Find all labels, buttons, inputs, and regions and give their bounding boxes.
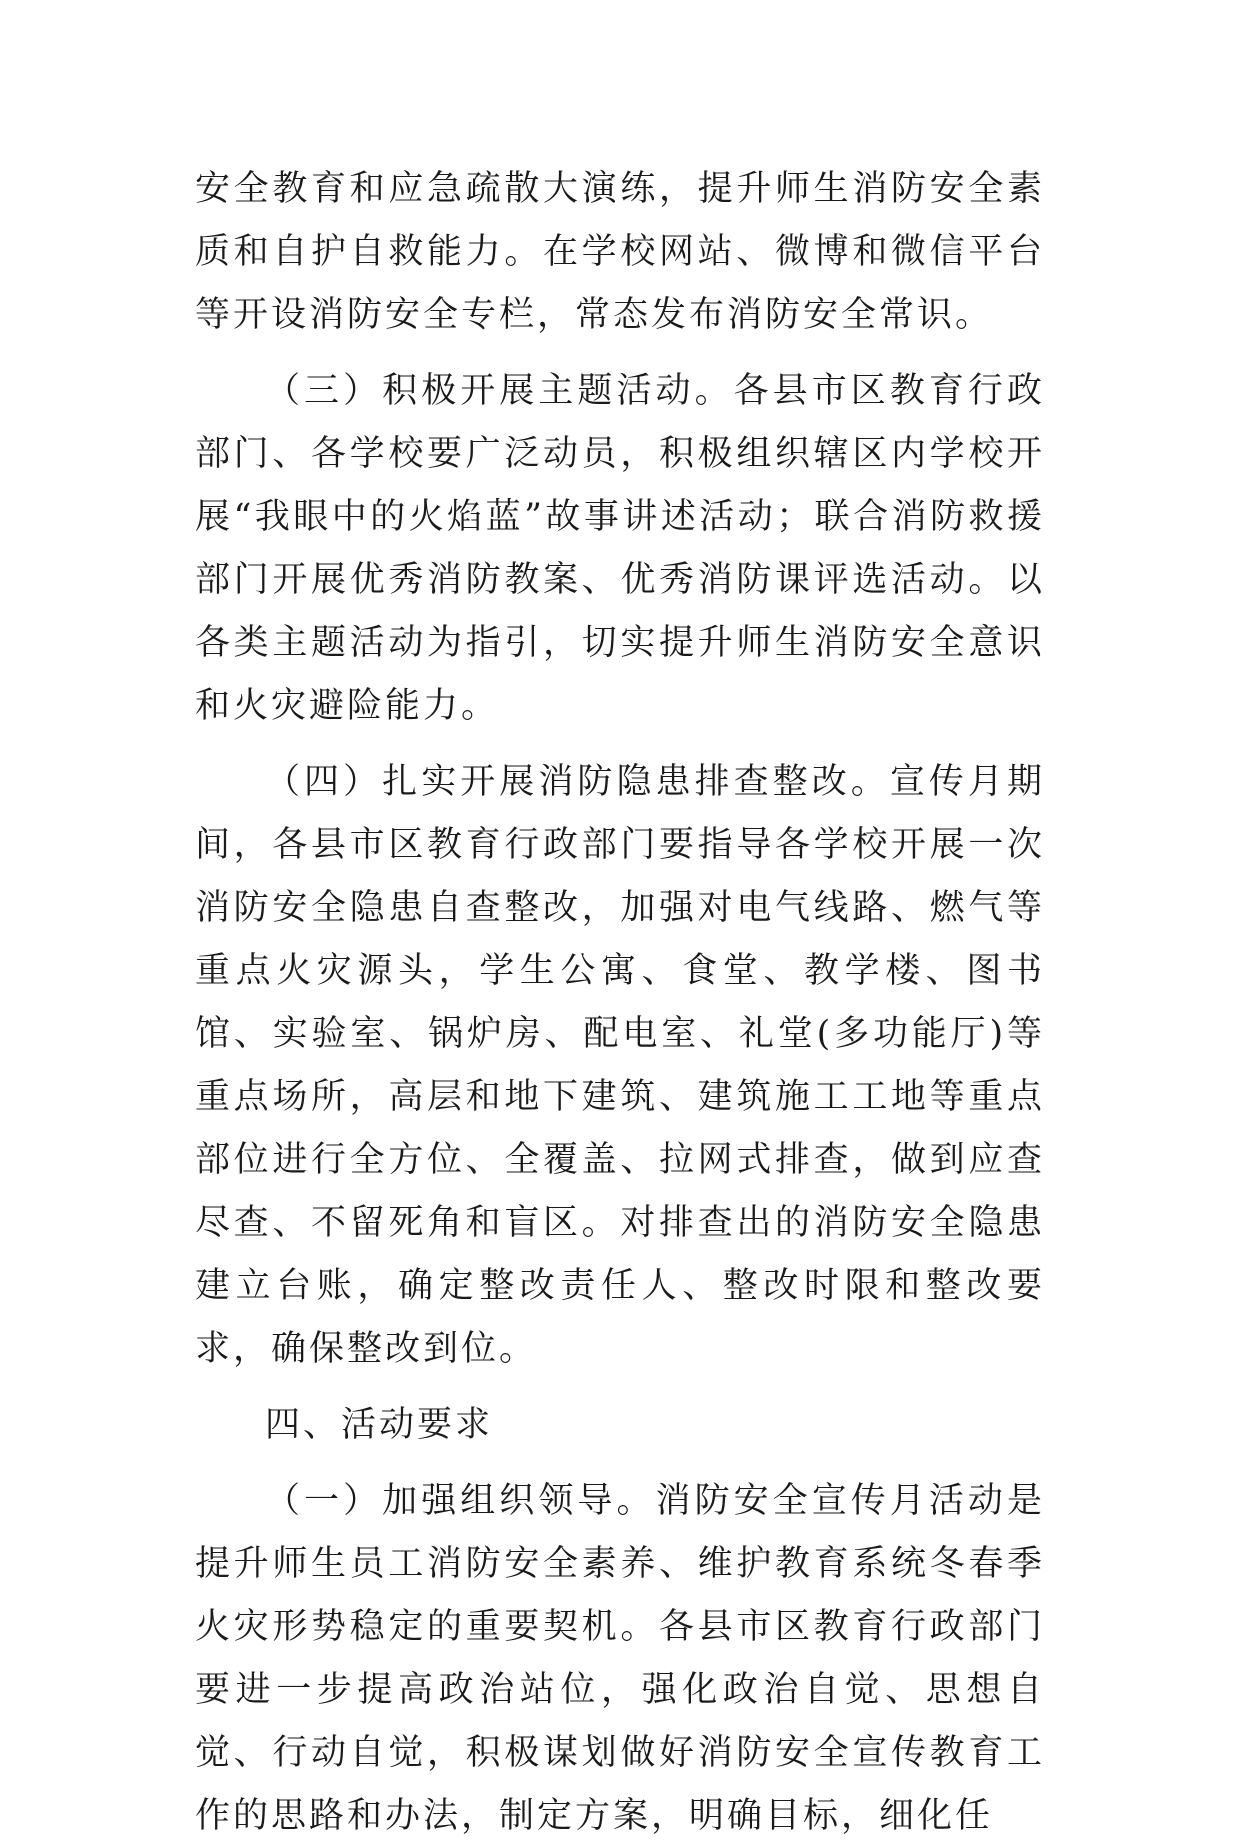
- paragraph-2: （三）积极开展主题活动。各县市区教育行政部门、各学校要广泛动员，积极组织辖区内学校开展“我眼中的火焰蓝”故事讲述活动；联合消防救援部门开展优秀消防教案、优秀消防课评选活动。以各类主题活动为指引，切实提升师生消防安全意识和火灾避险能力。: [195, 371, 1045, 726]
- body-text: [195, 158, 1045, 1848]
- paragraph-3: （四）扎实开展消防隐患排查整改。宣传月期间，各县市区教育行政部门要指导各学校开展一次消防安全隐患自查整改，加强对电气线路、燃气等重点火灾源头，学生公寓、食堂、教学楼、图书馆、实验室、锅炉房、配电室、礼堂(多功能厅)等重点场所，高层和地下建筑、建筑施工工地等重点部位进行全方位、全覆盖、拉网式排查，做到应查尽查、不留死角和盲区。对排查出的消防安全隐患建立台账，确定整改责任人、整改时限和整改要求，确保整改到位。: [195, 762, 1045, 1369]
- section-heading: 四、活动要求: [265, 1405, 494, 1445]
- paragraph-1: 安全教育和应急疏散大演练，提升师生消防安全素质和自护自救能力。在学校网站、微博和微信平台等开设消防安全专栏，常态发布消防安全常识。: [195, 169, 1045, 335]
- paragraph-4: （一）加强组织领导。消防安全宣传月活动是提升师生员工消防安全素养、维护教育系统冬春季火灾形势稳定的重要契机。各县市区教育行政部门要进一步提高政治站位，强化政治自觉、思想自觉、行动自觉，积极谋划做好消防安全宣传教育工作的思路和办法，制定方案，明确目标，细化任: [195, 1481, 1045, 1836]
